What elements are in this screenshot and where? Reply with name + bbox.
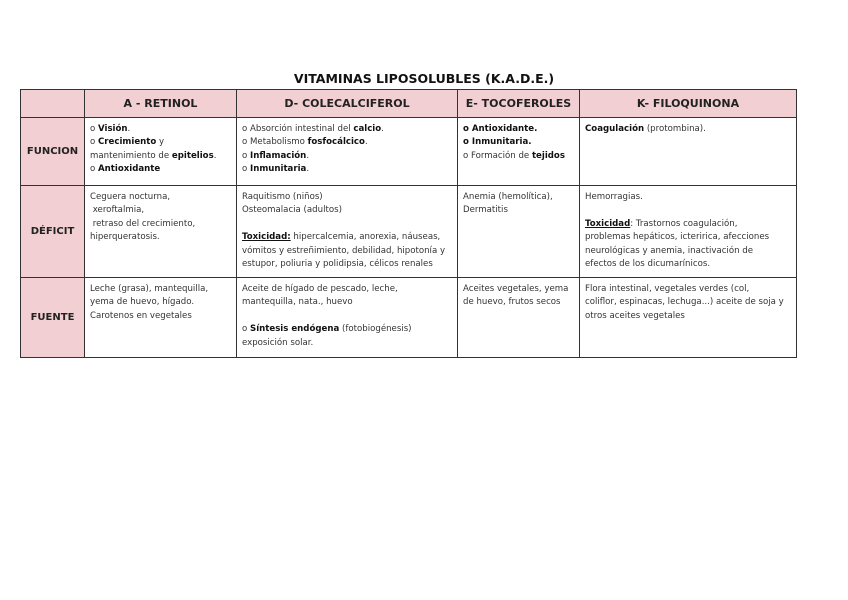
header-corner xyxy=(21,90,85,118)
cell-deficit-tocoferoles: Anemia (hemolítica), Dermatitis xyxy=(458,186,580,278)
cell-funcion-filoquinona: Coagulación (protombina). xyxy=(580,118,797,186)
cell-fuente-tocoferoles: Aceites vegetales, yema de huevo, frutos secos xyxy=(458,278,580,358)
cell-fuente-filoquinona: Flora intestinal, vegetales verdes (col, coliflor, espinacas, lechuga...) aceite de soja y otros aceites vegetales xyxy=(580,278,797,358)
header-retinol: A - RETINOL xyxy=(85,90,237,118)
toxicity-label: Toxicidad xyxy=(585,218,631,229)
header-filoquinona: K- FILOQUINONA xyxy=(580,90,797,118)
row-deficit xyxy=(21,186,797,278)
cell-funcion-colecalciferol: o Absorción intestinal del calcio. o Metabolismo fosfocálcico. o Inflamación. o Inmunitaria. xyxy=(237,118,458,186)
cell-funcion-tocoferoles: o Antioxidante. o Inmunitaria. o Formación de tejidos xyxy=(458,118,580,186)
header-row xyxy=(21,90,797,118)
row-label-funcion: FUNCION xyxy=(21,118,85,186)
cell-deficit-colecalciferol: Raquitismo (niños) Osteomalacia (adultos) Toxicidad: hipercalcemia, anorexia, náuseas, vómitos y estreñimiento, debilidad, hipotonía y estupor, poliuria y polidipsia, célicos renales xyxy=(237,186,458,278)
cell-fuente-colecalciferol: Aceite de hígado de pescado, leche, mantequilla, nata., huevo o Síntesis endógena (fotobiogénesis) exposición solar. xyxy=(237,278,458,358)
row-label-fuente: FUENTE xyxy=(21,278,85,358)
page-title: VITAMINAS LIPOSOLUBLES (K.A.D.E.) xyxy=(293,71,555,86)
cell-deficit-filoquinona: Hemorragias. Toxicidad: Trastornos coagulación, problemas hepáticos, icteririca, afecciones neurológicas y anemia, inactivación de efectos de los dicumarínicos. xyxy=(580,186,797,278)
header-colecalciferol: D- COLECALCIFEROL xyxy=(237,90,458,118)
cell-funcion-retinol: o Visión. o Crecimiento y mantenimiento de epitelios. o Antioxidante xyxy=(85,118,237,186)
vitamins-table xyxy=(20,89,797,358)
row-label-deficit: DÉFICIT xyxy=(21,186,85,278)
row-fuente xyxy=(21,278,797,358)
toxicity-label: Toxicidad: xyxy=(242,232,291,243)
cell-fuente-retinol: Leche (grasa), mantequilla, yema de huevo, hígado. Carotenos en vegetales xyxy=(85,278,237,358)
header-tocoferoles: E- TOCOFEROLES xyxy=(458,90,580,118)
cell-deficit-retinol: Ceguera nocturna, xeroftalmia, retraso del crecimiento, hiperqueratosis. xyxy=(85,186,237,278)
row-funcion xyxy=(21,118,797,186)
